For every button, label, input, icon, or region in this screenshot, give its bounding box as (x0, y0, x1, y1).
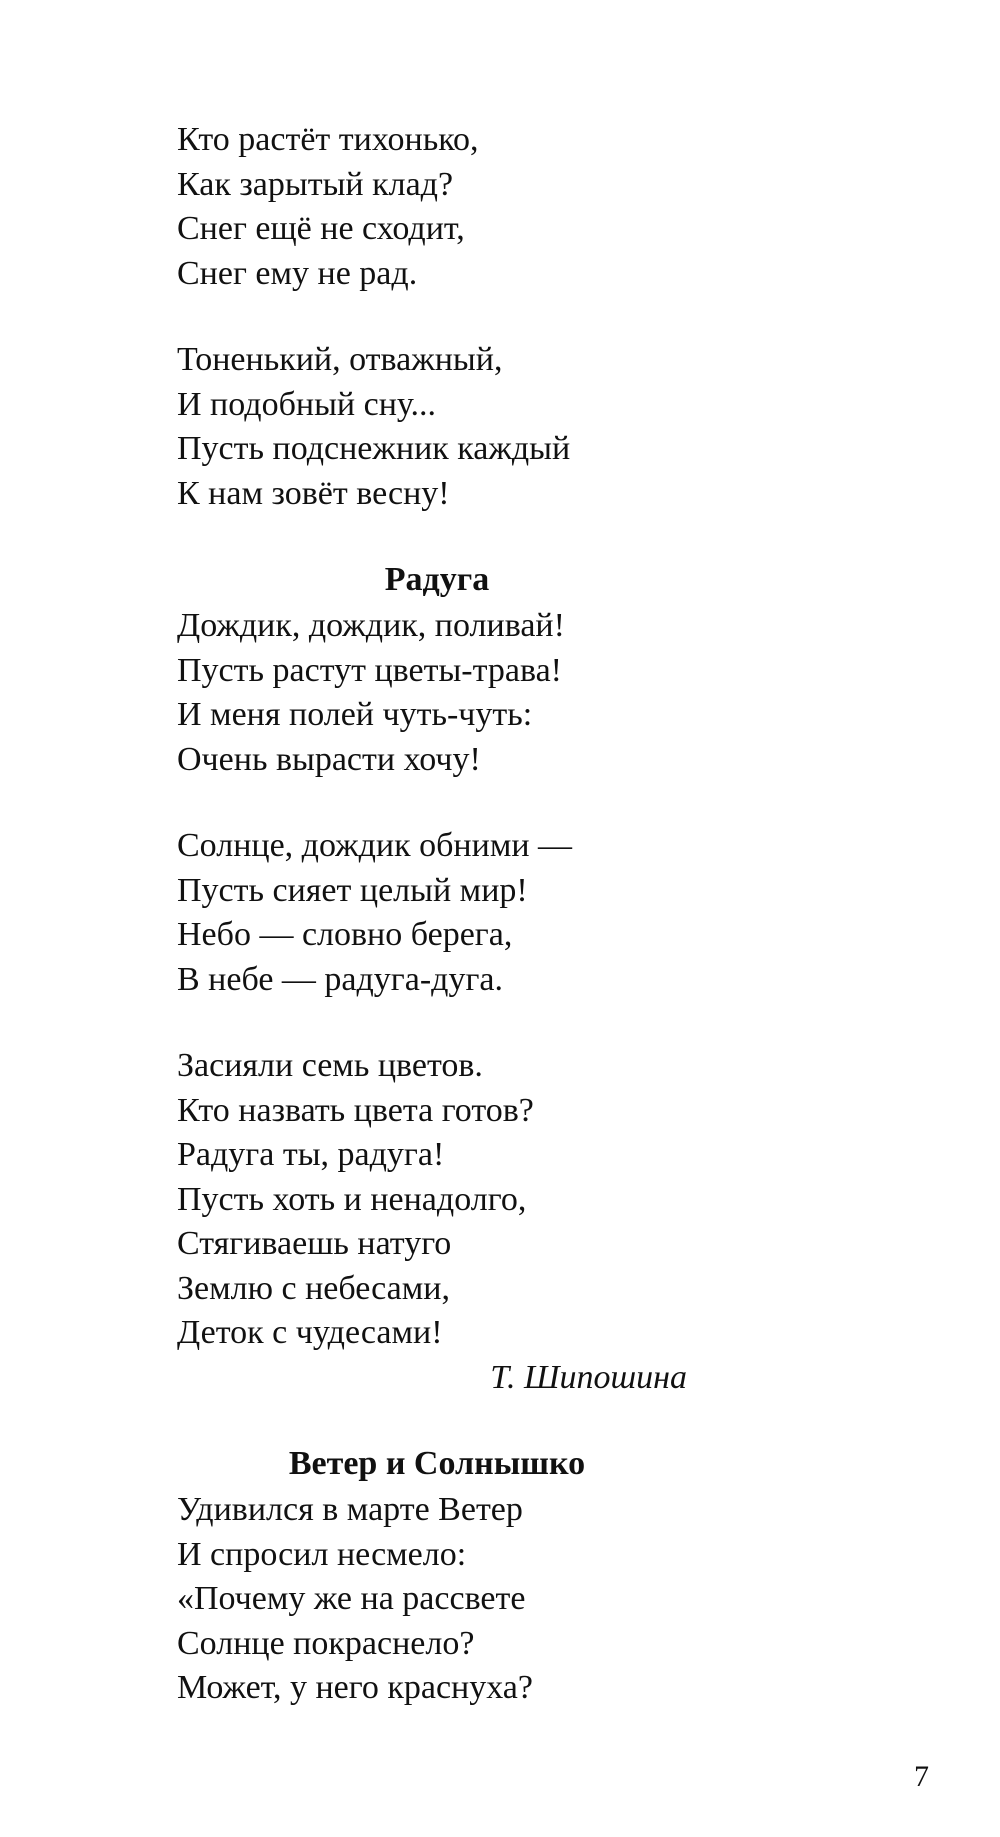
poem1-stanza-1 (177, 118, 697, 296)
verse-line: Пусть растут цветы-трава! (177, 651, 563, 689)
verse-line: В небе — радуга-дуга. (177, 960, 503, 998)
stanza-gap (177, 1002, 697, 1044)
verse-line: Пусть сияет целый мир! (177, 871, 528, 909)
poem2-stanza-3 (177, 1044, 697, 1356)
verse-line: И спросил несмело: (177, 1535, 467, 1573)
verse-line: Засияли семь цветов. (177, 1047, 483, 1084)
verse-line: Стягиваешь натуго (177, 1225, 452, 1262)
verse-line: Тоненький, отважный, (177, 341, 503, 378)
poem2-stanza-2 (177, 824, 697, 1002)
stanza-gap (177, 782, 697, 824)
verse-line: «Почему же на рассвете (177, 1580, 526, 1617)
poem-author: Т. Шипошина (490, 1358, 687, 1396)
verse-line: Кто назвать цвета готов? (177, 1091, 534, 1129)
verse-line: Кто растёт тихонько, (177, 121, 479, 158)
poem2-stanza-1 (177, 604, 697, 782)
verse-line: Дождик, дождик, поливай! (177, 607, 565, 644)
verse-line: Может, у него краснуха? (177, 1669, 533, 1706)
verse-line: Пусть хоть и ненадолго, (177, 1180, 527, 1218)
verse-line: Землю с небесами, (177, 1269, 450, 1307)
stanza-gap (177, 296, 697, 338)
verse-line: И подобный сну... (177, 385, 436, 423)
verse-line: К нам зовёт весну! (177, 474, 450, 512)
verse-line: Как зарытый клад? (177, 165, 454, 203)
verse-line: Пусть подснежник каждый (177, 430, 571, 467)
verse-line: Солнце, дождик обними — (177, 827, 573, 864)
verse-line: Удивился в марте Ветер (177, 1491, 523, 1528)
verse-line: Снег ему не рад. (177, 254, 418, 292)
poem1-stanza-2 (177, 338, 697, 516)
verse-line: Солнце покраснело? (177, 1624, 475, 1662)
verse-line: Деток с чудесами! (177, 1314, 443, 1351)
poem-title-veter: Ветер и Солнышко (288, 1445, 586, 1482)
verse-line: Снег ещё не сходит, (177, 210, 465, 247)
text-column (177, 118, 697, 1711)
poem-title-raduga: Радуга (384, 561, 490, 598)
page-number: 7 (914, 1760, 929, 1793)
poem3-stanza-1 (177, 1488, 697, 1711)
verse-line: Радуга ты, радуга! (177, 1136, 445, 1173)
verse-line: И меня полей чуть-чуть: (177, 696, 533, 733)
verse-line: Небо — словно берега, (177, 916, 513, 953)
verse-line: Очень вырасти хочу! (177, 740, 481, 778)
